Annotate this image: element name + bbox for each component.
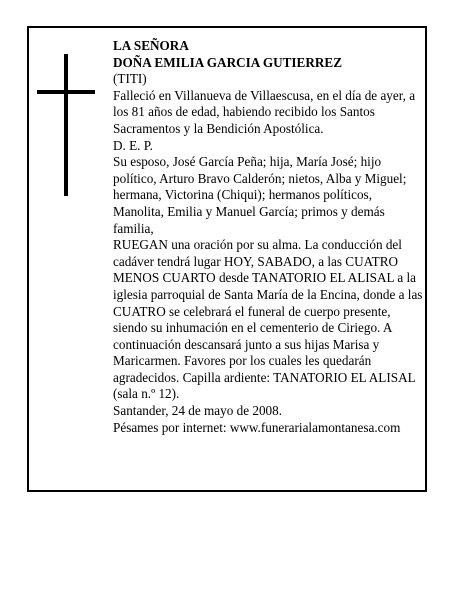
dep-line: D. E. P. <box>113 137 153 153</box>
title-line-2-name: DOÑA EMILIA GARCIA GUTIERREZ <box>113 54 342 70</box>
cross-horizontal-bar <box>37 90 95 94</box>
request-paragraph: RUEGAN una oración por su alma. La conducción del cadáver tendrá lugar HOY, SABADO, a las CUATRO MENOS CUARTO desde TANATORIO EL ALISAL a la iglesia parroquial de Santa María de la Encina, donde a las CUATRO se celebrará el funeral de cuerpo presente, siendo su inhumación en el cementerio de Ciriego. A continuación descansará junto a sus hijas Marisa y Maricarmen. Favores por los cuales les quedarán agradecidos. Capilla ardiente: TANATORIO EL ALISAL (sala n.º 12). <box>113 237 423 402</box>
obituary-text <box>113 38 425 436</box>
family-paragraph: Su esposo, José García Peña; hija, María José; hijo político, Arturo Bravo Calderón; nietos, Alba y Miguel; hermana, Victorina (Chiqui); hermanos políticos, Manolita, Emilia y Manuel García; primos y demás familia, <box>113 154 407 236</box>
nickname: (TITI) <box>113 71 147 87</box>
title-line-1: LA SEÑORA <box>113 38 189 53</box>
death-paragraph: Falleció en Villanueva de Villaescusa, en el día de ayer, a los 81 años de edad, habiendo recibido los Santos Sacramentos y la Bendición Apostólica. <box>113 87 416 136</box>
place-date: Santander, 24 de mayo de 2008. <box>113 403 283 419</box>
condolences-line: Pésames por internet: www.funerarialamontanesa.com <box>113 419 401 435</box>
latin-cross-icon <box>37 54 95 196</box>
cross-vertical-bar <box>64 54 68 196</box>
